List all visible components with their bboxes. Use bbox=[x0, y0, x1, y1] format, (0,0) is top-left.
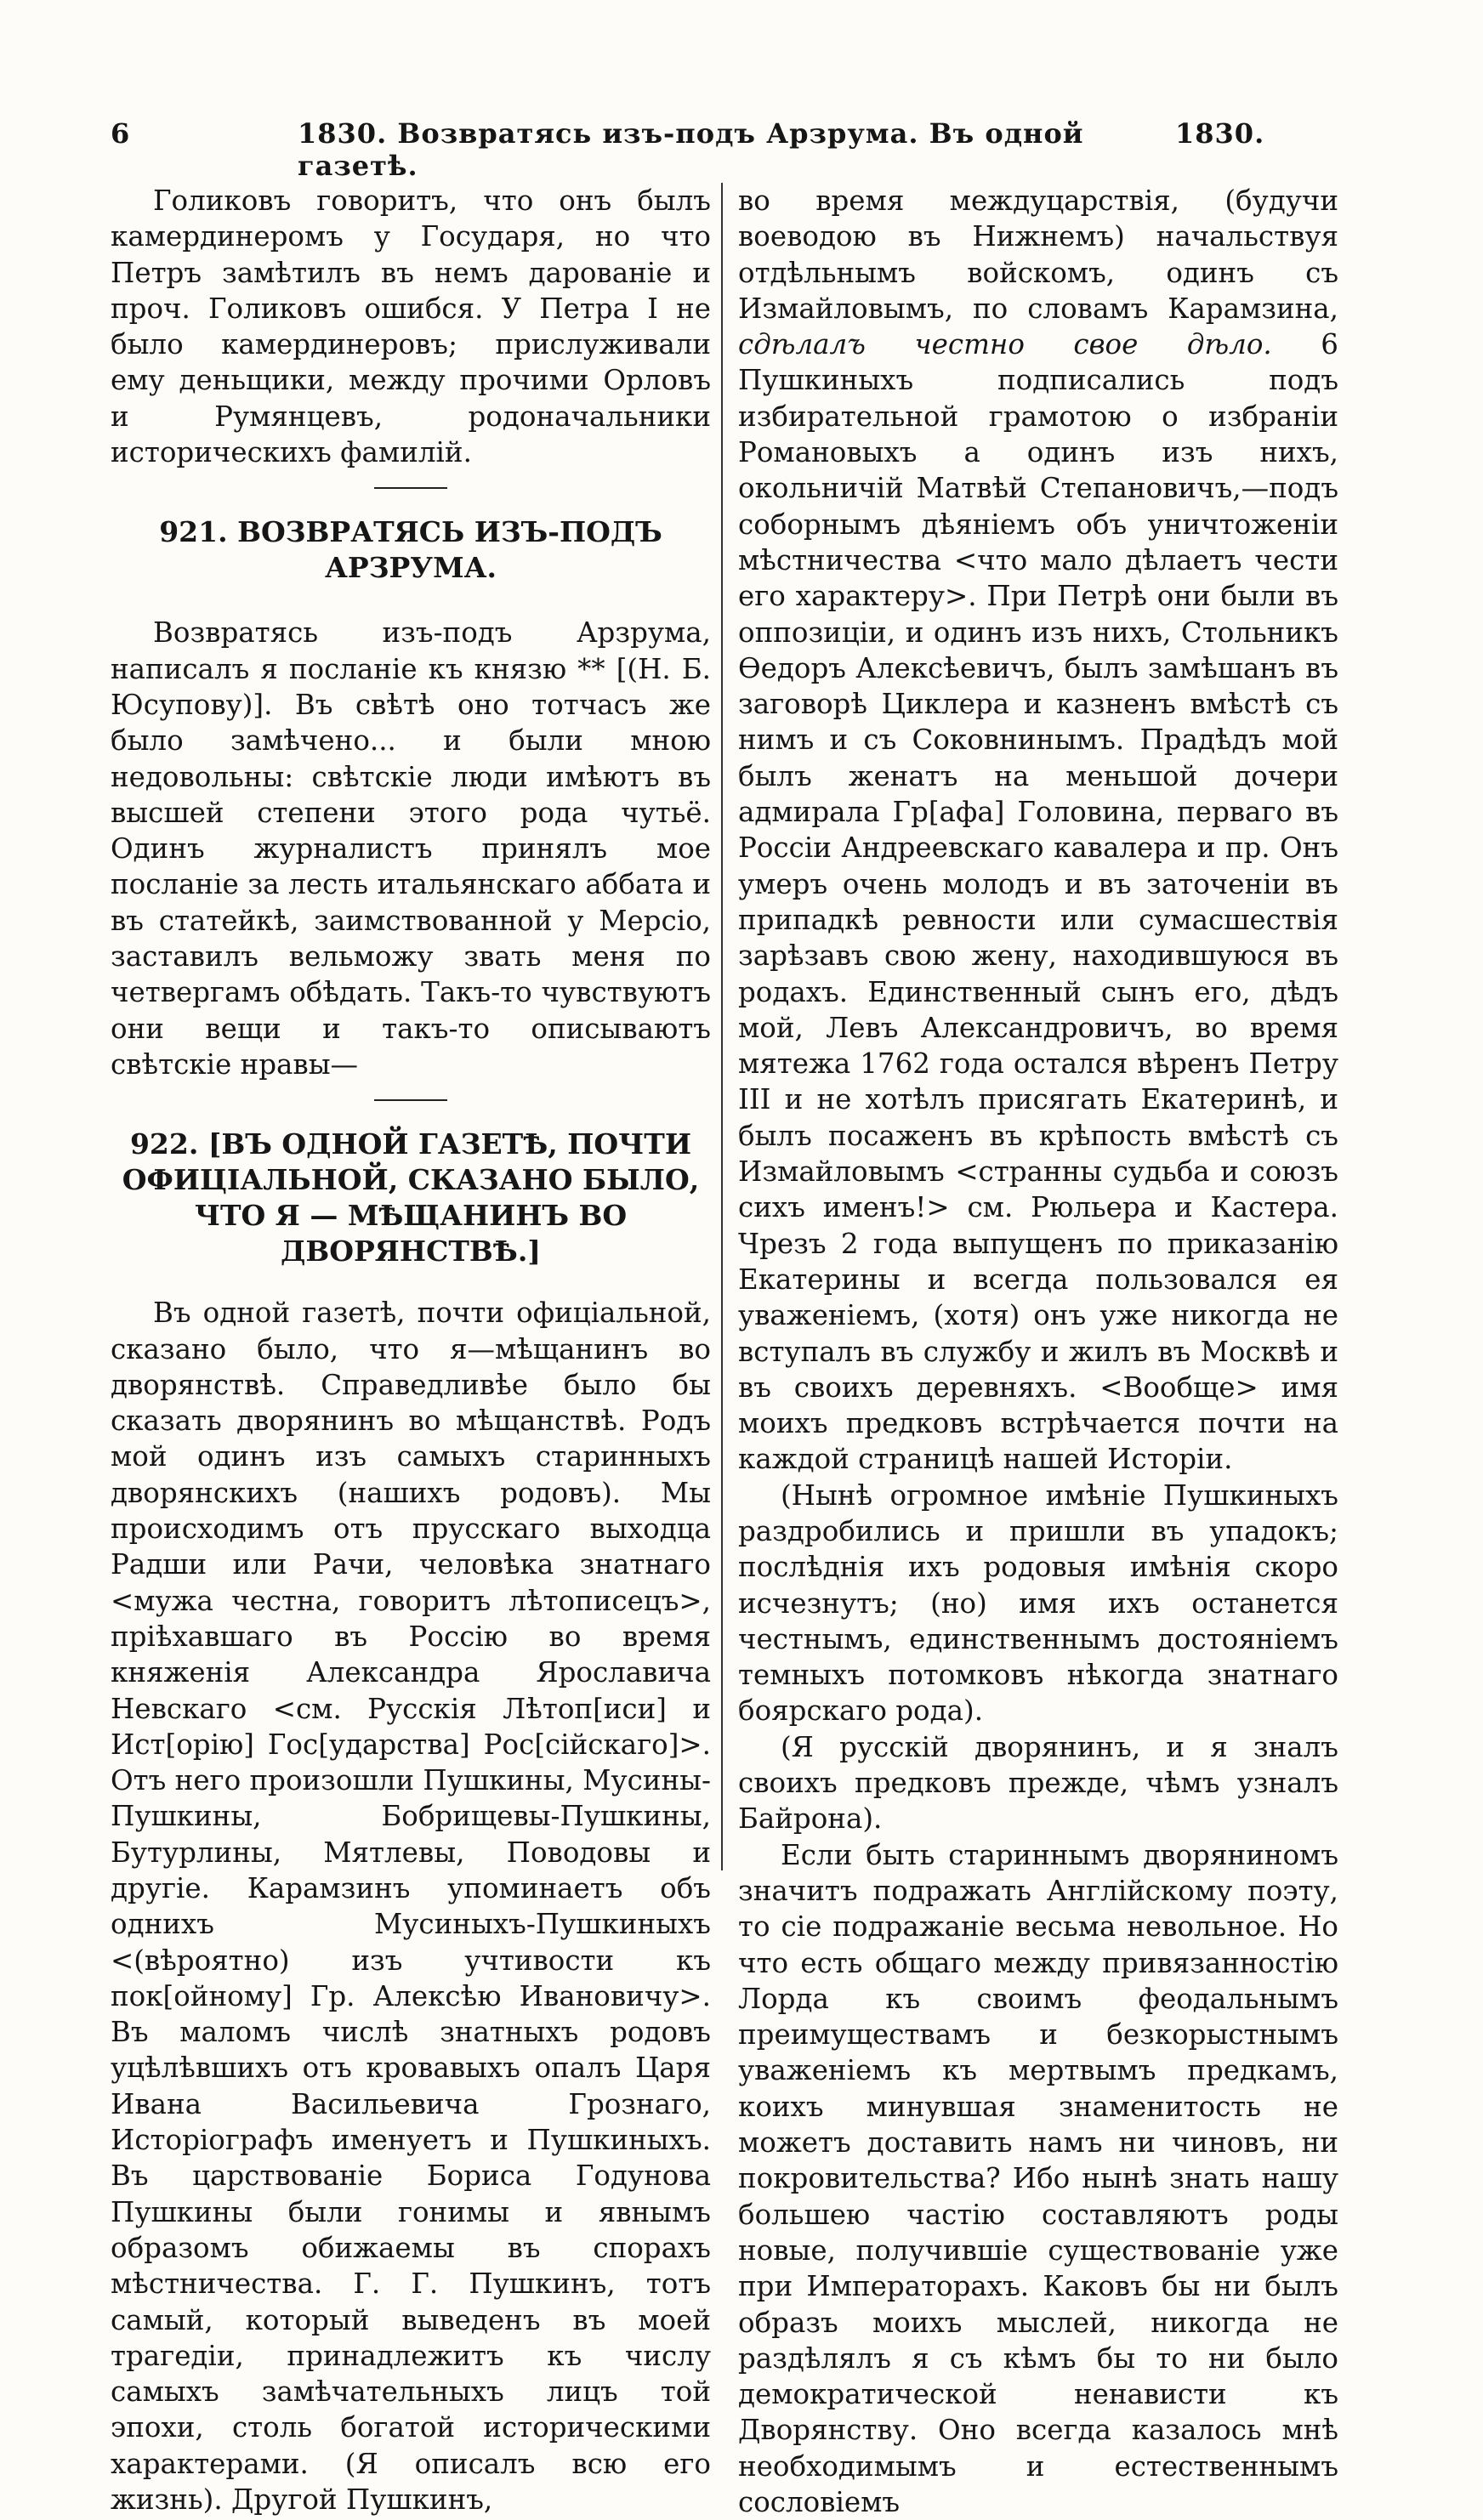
paragraph-continuation bbox=[738, 183, 1338, 1478]
page-number: 6 bbox=[111, 117, 131, 150]
left-column bbox=[111, 183, 711, 2517]
paragraph-golikov: Голиковъ говоритъ, что онъ былъ камердинеромъ у Государя, но что Петръ замѣтилъ въ немъ дарованіе и проч. Голиковъ ошибся. У Петра I не было камердинеровъ; прислуживали ему деньщики, между прочими Орловъ и Румянцевъ, родоначальники историческихъ фамилій. bbox=[111, 184, 711, 469]
running-year: 1830. bbox=[1175, 117, 1265, 150]
continuation-text-b: 6 Пушкиныхъ подписались подъ избирательной грамотою о избраніи Романовыхъ а одинъ изъ нихъ, окольничій Матвѣй Степановичъ,—подъ соборнымъ дѣяніемъ объ уничтоженіи мѣстничества <что мало дѣлаетъ чести его характеру>. При Петрѣ они были въ оппозиціи, и одинъ изъ нихъ, Стольникъ Ѳедоръ Алексѣевичъ, былъ замѣшанъ въ заговорѣ Циклера и казненъ вмѣстѣ съ нимъ и съ Соковнинымъ. Прадѣдъ мой былъ женатъ на меньшой дочери адмирала Гр[афа] Головина, перваго въ Россіи Андреевскаго кавалера и пр. Онъ умеръ очень молодъ и въ заточеніи въ припадкѣ ревности или сумасшествія зарѣзавъ свою жену, находившуюся въ родахъ. Единственный сынъ его, дѣдъ мой, Левъ Александровичъ, во время мятежа 1762 года остался вѣренъ Петру III и не хотѣлъ присягать Екатеринѣ, и былъ посаженъ въ крѣпость вмѣстѣ съ Измайловымъ <странны судьба и союзъ сихъ именъ!> см. Рюльера и Кастера. Чрезъ 2 года выпущенъ по приказанію Екатерины и всегда пользовался ея уваженіемъ, (хотя) онъ уже никогда не вступалъ въ службу и жилъ въ Москвѣ и въ своихъ деревняхъ. <Вообще> имя моихъ предковъ встрѣчается почти на каждой страницѣ нашей Исторіи. bbox=[738, 328, 1338, 1476]
paragraph-arzrum: Возвратясь изъ-подъ Арзрума, написалъ я посланіе къ князю ** [(Н. Б. Юсупову)]. Въ свѣтѣ оно тотчасъ же было замѣчено... и были мною недовольны: свѣтскіе люди имѣютъ въ высшей степени этого рода чутьё. Одинъ журналистъ принялъ мое посланіе за лесть итальянскаго аббата и въ статейкѣ, заимствованной у Мерсіо, заставилъ вельможу звать меня по четвергамъ обѣдать. Такъ-то чувствуютъ они вещи и такъ-то описываютъ свѣтскіе нравы— bbox=[111, 616, 711, 1081]
right-column bbox=[738, 183, 1338, 2520]
karamzin-quote: сдѣлалъ честно свое дѣло. bbox=[738, 328, 1272, 361]
continuation-text-a: во время междуцарствія, (будучи воеводою въ Нижнемъ) начальствуя отдѣльнымъ войскомъ, одинъ съ Измайловымъ, по словамъ Карамзина, bbox=[738, 184, 1338, 325]
paragraph-gazette: Въ одной газетѣ, почти офиціальной, сказано было, что я—мѣщанинъ во дворянствѣ. Справедливѣе было бы сказать дворянинъ во мѣщанствѣ. Родъ мой одинъ изъ самыхъ старинныхъ дворянскихъ (нашихъ родовъ). Мы происходимъ отъ прусскаго выходца Радши или Рачи, человѣка знатнаго <мужа честна, говоритъ лѣтописецъ>, пріѣхавшаго въ Россію во время княженія Александра Ярославича Невскаго <см. Русскія Лѣтоп[иси] и Ист[орію] Гос[ударства] Рос[сійскаго]>. Отъ него произошли Пушкины, Мусины-Пушкины, Бобрищевы-Пушкины, Бутурлины, Мятлевы, Поводовы и другіе. Карамзинъ упоминаетъ объ однихъ Мусиныхъ-Пушкиныхъ <(вѣроятно) изъ учтивости къ пок[ойному] Гр. Алексѣю Ивановичу>. Въ маломъ числѣ знатныхъ родовъ уцѣлѣвшихъ отъ кровавыхъ опалъ Царя Ивана Васильевича Грознаго, Исторіографъ именуетъ и Пушкиныхъ. Въ царствованіе Бориса Годунова Пушкины были гонимы и явнымъ образомъ обижаемы въ спорахъ мѣстничества. Г. Г. Пушкинъ, тотъ самый, который выведенъ въ моей трагедіи, принадлежитъ къ числу самыхъ замѣчательныхъ лицъ той эпохи, столь богатой историческими характерами. (Я описалъ всю его жизнь). Другой Пушкинъ, bbox=[111, 1297, 711, 2517]
paragraph-nobility: Если быть стариннымъ дворяниномъ значитъ подражать Англійскому поэту, то сіе подражаніе весьма невольное. Но что есть общаго между привязанностію Лорда къ своимъ феодальнымъ преимуществамъ и безкорыстнымъ уваженіемъ къ мертвымъ предкамъ, коихъ минувшая знаменитость не можетъ доставить намъ ни чиновъ, ни покровительства? Ибо нынѣ знать нашу большею частію составляютъ роды новые, получившіе существованіе уже при Императорахъ. Каковъ бы ни былъ образъ моихъ мыслей, никогда не раздѣлялъ я съ кѣмъ бы то ни было демократической ненависти къ Дворянству. Оно всегда казалось мнѣ необходимымъ и естественнымъ сословіемъ bbox=[738, 1838, 1338, 2518]
running-title: 1830. Возвратясь изъ-подъ Арзрума. Въ одной газетѣ. bbox=[298, 117, 1084, 182]
column-divider bbox=[721, 183, 723, 1870]
running-header bbox=[111, 117, 1265, 182]
section-divider bbox=[374, 1099, 447, 1101]
heading-921: 921. ВОЗВРАТЯСЬ ИЗЪ-ПОДЪ АРЗРУМА. bbox=[159, 515, 662, 585]
paragraph-byron: (Я русскій дворянинъ, и я зналъ своихъ предковъ прежде, чѣмъ узналъ Байрона). bbox=[738, 1730, 1338, 1836]
section-divider bbox=[374, 487, 447, 489]
paragraph-estate: (Нынѣ огромное имѣніе Пушкиныхъ раздробились и пришли въ упадокъ; послѣднія ихъ родовыя имѣнія скоро исчезнутъ; (но) имя ихъ останется честнымъ, единственнымъ достояніемъ темныхъ потомковъ нѣкогда знатнаго боярскаго рода). bbox=[738, 1479, 1338, 1728]
heading-922: 922. [ВЪ ОДНОЙ ГАЗЕТѢ, ПОЧТИ ОФИЦІАЛЬНОЙ, СКАЗАНО БЫЛО, ЧТО Я — МѢЩАНИНЪ ВО ДВОРЯНСТВѢ.] bbox=[122, 1127, 700, 1269]
